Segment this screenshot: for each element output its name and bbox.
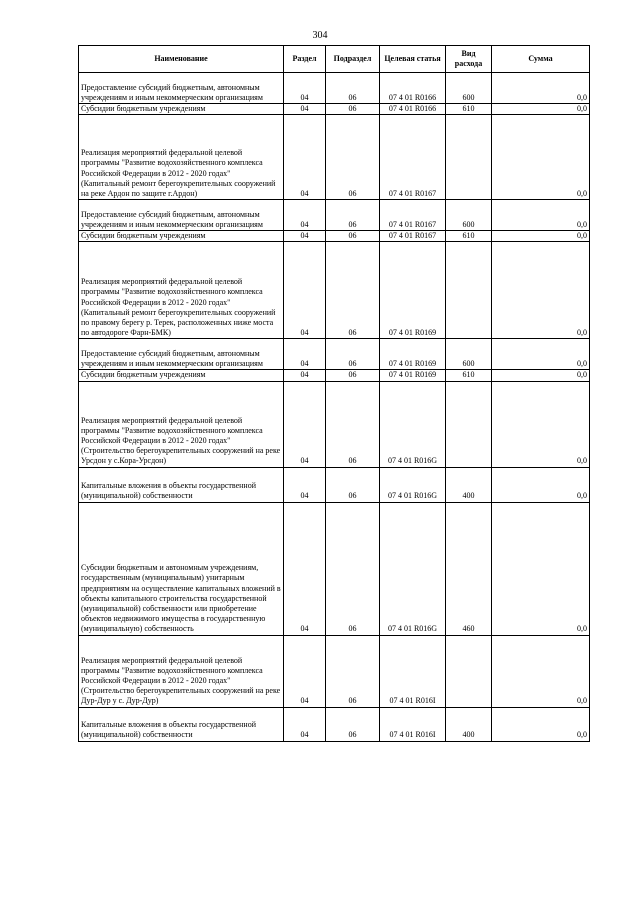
table-row	[79, 242, 590, 339]
row-target-article: 07 4 01 R016G	[380, 502, 446, 635]
header-expense-type: Вид расхода	[446, 46, 492, 73]
header-name: Наименование	[79, 46, 284, 73]
table-row	[79, 104, 590, 115]
row-section: 04	[284, 370, 326, 381]
row-name: Субсидии бюджетным учреждениям	[79, 370, 284, 381]
page-number: 304	[312, 30, 328, 41]
row-expense-type: 400	[446, 707, 492, 741]
row-expense-type: 400	[446, 467, 492, 502]
row-amount: 0,0	[492, 104, 590, 115]
row-amount: 0,0	[492, 502, 590, 635]
row-amount: 0,0	[492, 381, 590, 467]
row-expense-type: 610	[446, 370, 492, 381]
row-name: Реализация мероприятий федеральной целевой программы "Развитие водохозяйственного комплекса Российской Федерации в 2012 - 2020 годах" (Строительство берегоукрепительных сооружений на реке Урсдон у с.Кора-Урсдон)	[79, 381, 284, 467]
row-name: Субсидии бюджетным учреждениям	[79, 104, 284, 115]
row-target-article: 07 4 01 R0169	[380, 242, 446, 339]
row-subsection: 06	[326, 707, 380, 741]
row-name: Реализация мероприятий федеральной целевой программы "Развитие водохозяйственного комплекса Российской Федерации в 2012 - 2020 годах" (Строительство берегоукрепительных сооружений на реке Дур-Дур у с. Дур-Дур)	[79, 635, 284, 707]
row-target-article: 07 4 01 R016G	[380, 381, 446, 467]
row-expense-type	[446, 115, 492, 200]
row-subsection: 06	[326, 467, 380, 502]
row-amount: 0,0	[492, 339, 590, 370]
table-row	[79, 467, 590, 502]
row-expense-type	[446, 381, 492, 467]
table-row	[79, 707, 590, 741]
row-name: Предоставление субсидий бюджетным, автономным учреждениям и иным некоммерческим организациям	[79, 339, 284, 370]
row-subsection: 06	[326, 242, 380, 339]
row-section: 04	[284, 200, 326, 231]
row-name: Предоставление субсидий бюджетным, автономным учреждениям и иным некоммерческим организациям	[79, 73, 284, 104]
header-target-article: Целевая статья	[380, 46, 446, 73]
row-section: 04	[284, 381, 326, 467]
budget-table	[78, 45, 590, 742]
row-amount: 0,0	[492, 115, 590, 200]
header-subsection: Подраздел	[326, 46, 380, 73]
row-amount: 0,0	[492, 73, 590, 104]
header-section: Раздел	[284, 46, 326, 73]
row-expense-type	[446, 242, 492, 339]
row-section: 04	[284, 73, 326, 104]
row-amount: 0,0	[492, 467, 590, 502]
table-row	[79, 73, 590, 104]
table-row	[79, 200, 590, 231]
row-subsection: 06	[326, 635, 380, 707]
table-row	[79, 370, 590, 381]
row-target-article: 07 4 01 R0167	[380, 200, 446, 231]
row-expense-type	[446, 635, 492, 707]
row-target-article: 07 4 01 R016G	[380, 467, 446, 502]
row-section: 04	[284, 635, 326, 707]
row-expense-type: 600	[446, 73, 492, 104]
row-section: 04	[284, 707, 326, 741]
row-section: 04	[284, 339, 326, 370]
row-subsection: 06	[326, 200, 380, 231]
row-amount: 0,0	[492, 635, 590, 707]
row-section: 04	[284, 231, 326, 242]
row-target-article: 07 4 01 R016I	[380, 635, 446, 707]
row-amount: 0,0	[492, 231, 590, 242]
table-row	[79, 339, 590, 370]
row-amount: 0,0	[492, 707, 590, 741]
row-target-article: 07 4 01 R0166	[380, 104, 446, 115]
row-subsection: 06	[326, 502, 380, 635]
row-subsection: 06	[326, 370, 380, 381]
table-row	[79, 231, 590, 242]
row-amount: 0,0	[492, 370, 590, 381]
row-subsection: 06	[326, 231, 380, 242]
row-name: Субсидии бюджетным учреждениям	[79, 231, 284, 242]
row-expense-type: 600	[446, 200, 492, 231]
row-subsection: 06	[326, 73, 380, 104]
row-subsection: 06	[326, 104, 380, 115]
row-name: Капитальные вложения в объекты государственной (муниципальной) собственности	[79, 467, 284, 502]
row-section: 04	[284, 104, 326, 115]
row-section: 04	[284, 502, 326, 635]
row-name: Реализация мероприятий федеральной целевой программы "Развитие водохозяйственного комплекса Российской Федерации в 2012 - 2020 годах" (Капитальный ремонт берегоукрепительных сооружений на реке Ардон по защите г.Ардон)	[79, 115, 284, 200]
row-expense-type: 460	[446, 502, 492, 635]
row-target-article: 07 4 01 R016I	[380, 707, 446, 741]
row-section: 04	[284, 467, 326, 502]
row-amount: 0,0	[492, 200, 590, 231]
row-target-article: 07 4 01 R0167	[380, 231, 446, 242]
row-target-article: 07 4 01 R0169	[380, 370, 446, 381]
row-name: Предоставление субсидий бюджетным, автономным учреждениям и иным некоммерческим организациям	[79, 200, 284, 231]
row-subsection: 06	[326, 339, 380, 370]
table-row	[79, 502, 590, 635]
row-target-article: 07 4 01 R0167	[380, 115, 446, 200]
header-amount: Сумма	[492, 46, 590, 73]
row-subsection: 06	[326, 115, 380, 200]
row-target-article: 07 4 01 R0169	[380, 339, 446, 370]
table-row	[79, 635, 590, 707]
row-expense-type: 610	[446, 231, 492, 242]
row-section: 04	[284, 242, 326, 339]
table-row	[79, 381, 590, 467]
row-name: Капитальные вложения в объекты государственной (муниципальной) собственности	[79, 707, 284, 741]
row-subsection: 06	[326, 381, 380, 467]
table-header-row	[79, 46, 590, 73]
row-expense-type: 600	[446, 339, 492, 370]
row-name: Субсидии бюджетным и автономным учреждениям, государственным (муниципальным) унитарным предприятиям на осуществление капитальных вложений в объекты капитального строительства государственной (муниципальной) собственности или приобретение объектов недвижимого имущества в государственную (муниципальную) собственность	[79, 502, 284, 635]
row-target-article: 07 4 01 R0166	[380, 73, 446, 104]
row-name: Реализация мероприятий федеральной целевой программы "Развитие водохозяйственного комплекса Российской Федерации в 2012 - 2020 годах" (Капитальный ремонт берегоукрепительных сооружений по правому берегу р. Терек, расположенных ниже моста по автодороге Фарн-БМК)	[79, 242, 284, 339]
row-expense-type: 610	[446, 104, 492, 115]
row-amount: 0,0	[492, 242, 590, 339]
table-row	[79, 115, 590, 200]
row-section: 04	[284, 115, 326, 200]
